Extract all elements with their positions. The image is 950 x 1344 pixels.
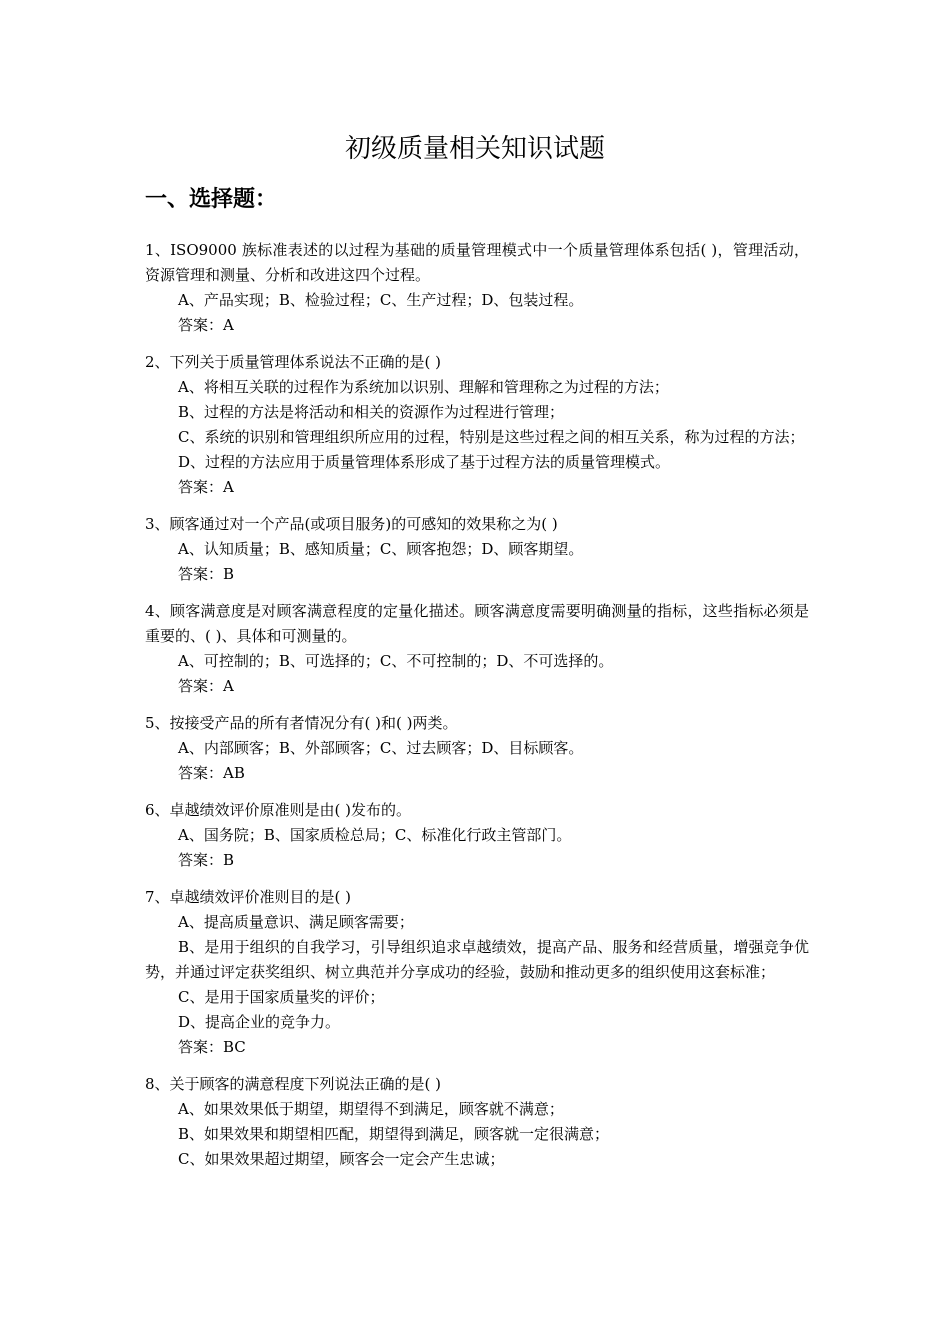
option-line: C、如果效果超过期望，顾客会一定会产生忠诚； (178, 1150, 505, 1168)
question-item (145, 238, 809, 338)
question-text: 8、关于顾客的满意程度下列说法正确的是( ) (145, 1075, 442, 1093)
question-text: 7、卓越绩效评价准则目的是( ) (145, 888, 352, 906)
option-line: A、内部顾客；B、外部顾客；C、过去顾客；D、目标顾客。 (178, 739, 584, 757)
option-line: A、提高质量意识、满足顾客需要； (178, 913, 414, 931)
option-line: D、过程的方法应用于质量管理体系形成了基于过程方法的质量管理模式。 (178, 453, 671, 471)
question-item (145, 885, 809, 1060)
option-line: B、如果效果和期望相匹配，期望得到满足，顾客就一定很满意； (178, 1125, 610, 1143)
option-line: A、产品实现；B、检验过程；C、生产过程；D、包装过程。 (178, 291, 584, 309)
option-line: C、是用于国家质量奖的评价； (178, 988, 385, 1006)
option-line: B、过程的方法是将活动和相关的资源作为过程进行管理； (178, 403, 565, 421)
option-line: A、可控制的；B、可选择的；C、不可控制的；D、不可选择的。 (178, 652, 614, 670)
question-item (145, 512, 809, 587)
option-line: A、将相互关联的过程作为系统加以识别、理解和管理称之为过程的方法； (178, 378, 669, 396)
answer-line: 答案：BC (178, 1038, 246, 1056)
answer-line: 答案：A (178, 316, 234, 334)
option-line: D、提高企业的竞争力。 (178, 1013, 341, 1031)
answer-line: 答案：AB (178, 764, 245, 782)
answer-line: 答案：B (178, 565, 235, 583)
question-text: 3、顾客通过对一个产品(或项目服务)的可感知的效果称之为( ) (145, 515, 558, 533)
question-item (145, 599, 809, 699)
section-heading: 一、选择题： (145, 187, 278, 212)
option-line: B、是用于组织的自我学习，引导组织追求卓越绩效，提高产品、服务和经营质量，增强竞争优势，并通过评定获奖组织、树立典范并分享成功的经验，鼓励和推动更多的组织使用这套标准； (145, 938, 809, 981)
question-text: 2、下列关于质量管理体系说法不正确的是( ) (145, 353, 442, 371)
question-list (145, 238, 809, 1184)
option-line: C、系统的识别和管理组织所应用的过程，特别是这些过程之间的相互关系，称为过程的方法； (178, 428, 805, 446)
question-text: 6、卓越绩效评价原准则是由( )发布的。 (145, 801, 412, 819)
question-item (145, 798, 809, 873)
question-item (145, 711, 809, 786)
option-line: A、如果效果低于期望，期望得不到满足，顾客就不满意； (178, 1100, 564, 1118)
option-line: A、认知质量；B、感知质量；C、顾客抱怨；D、顾客期望。 (178, 540, 584, 558)
question-item (145, 350, 809, 500)
page-title: 初级质量相关知识试题 (344, 134, 605, 164)
question-text: 4、顾客满意度是对顾客满意程度的定量化描述。顾客满意度需要明确测量的指标，这些指标必须是重要的、( )、具体和可测量的。 (145, 602, 809, 645)
question-text: 5、按接受产品的所有者情况分有( )和( )两类。 (145, 714, 458, 732)
question-item (145, 1072, 809, 1172)
answer-line: 答案：A (178, 677, 234, 695)
question-text: 1、ISO9000 族标准表述的以过程为基础的质量管理模式中一个质量管理体系包括( )，管理活动，资源管理和测量、分析和改进这四个过程。 (145, 241, 809, 284)
answer-line: 答案：A (178, 478, 234, 496)
answer-line: 答案：B (178, 851, 235, 869)
option-line: A、国务院；B、国家质检总局；C、标准化行政主管部门。 (178, 826, 572, 844)
